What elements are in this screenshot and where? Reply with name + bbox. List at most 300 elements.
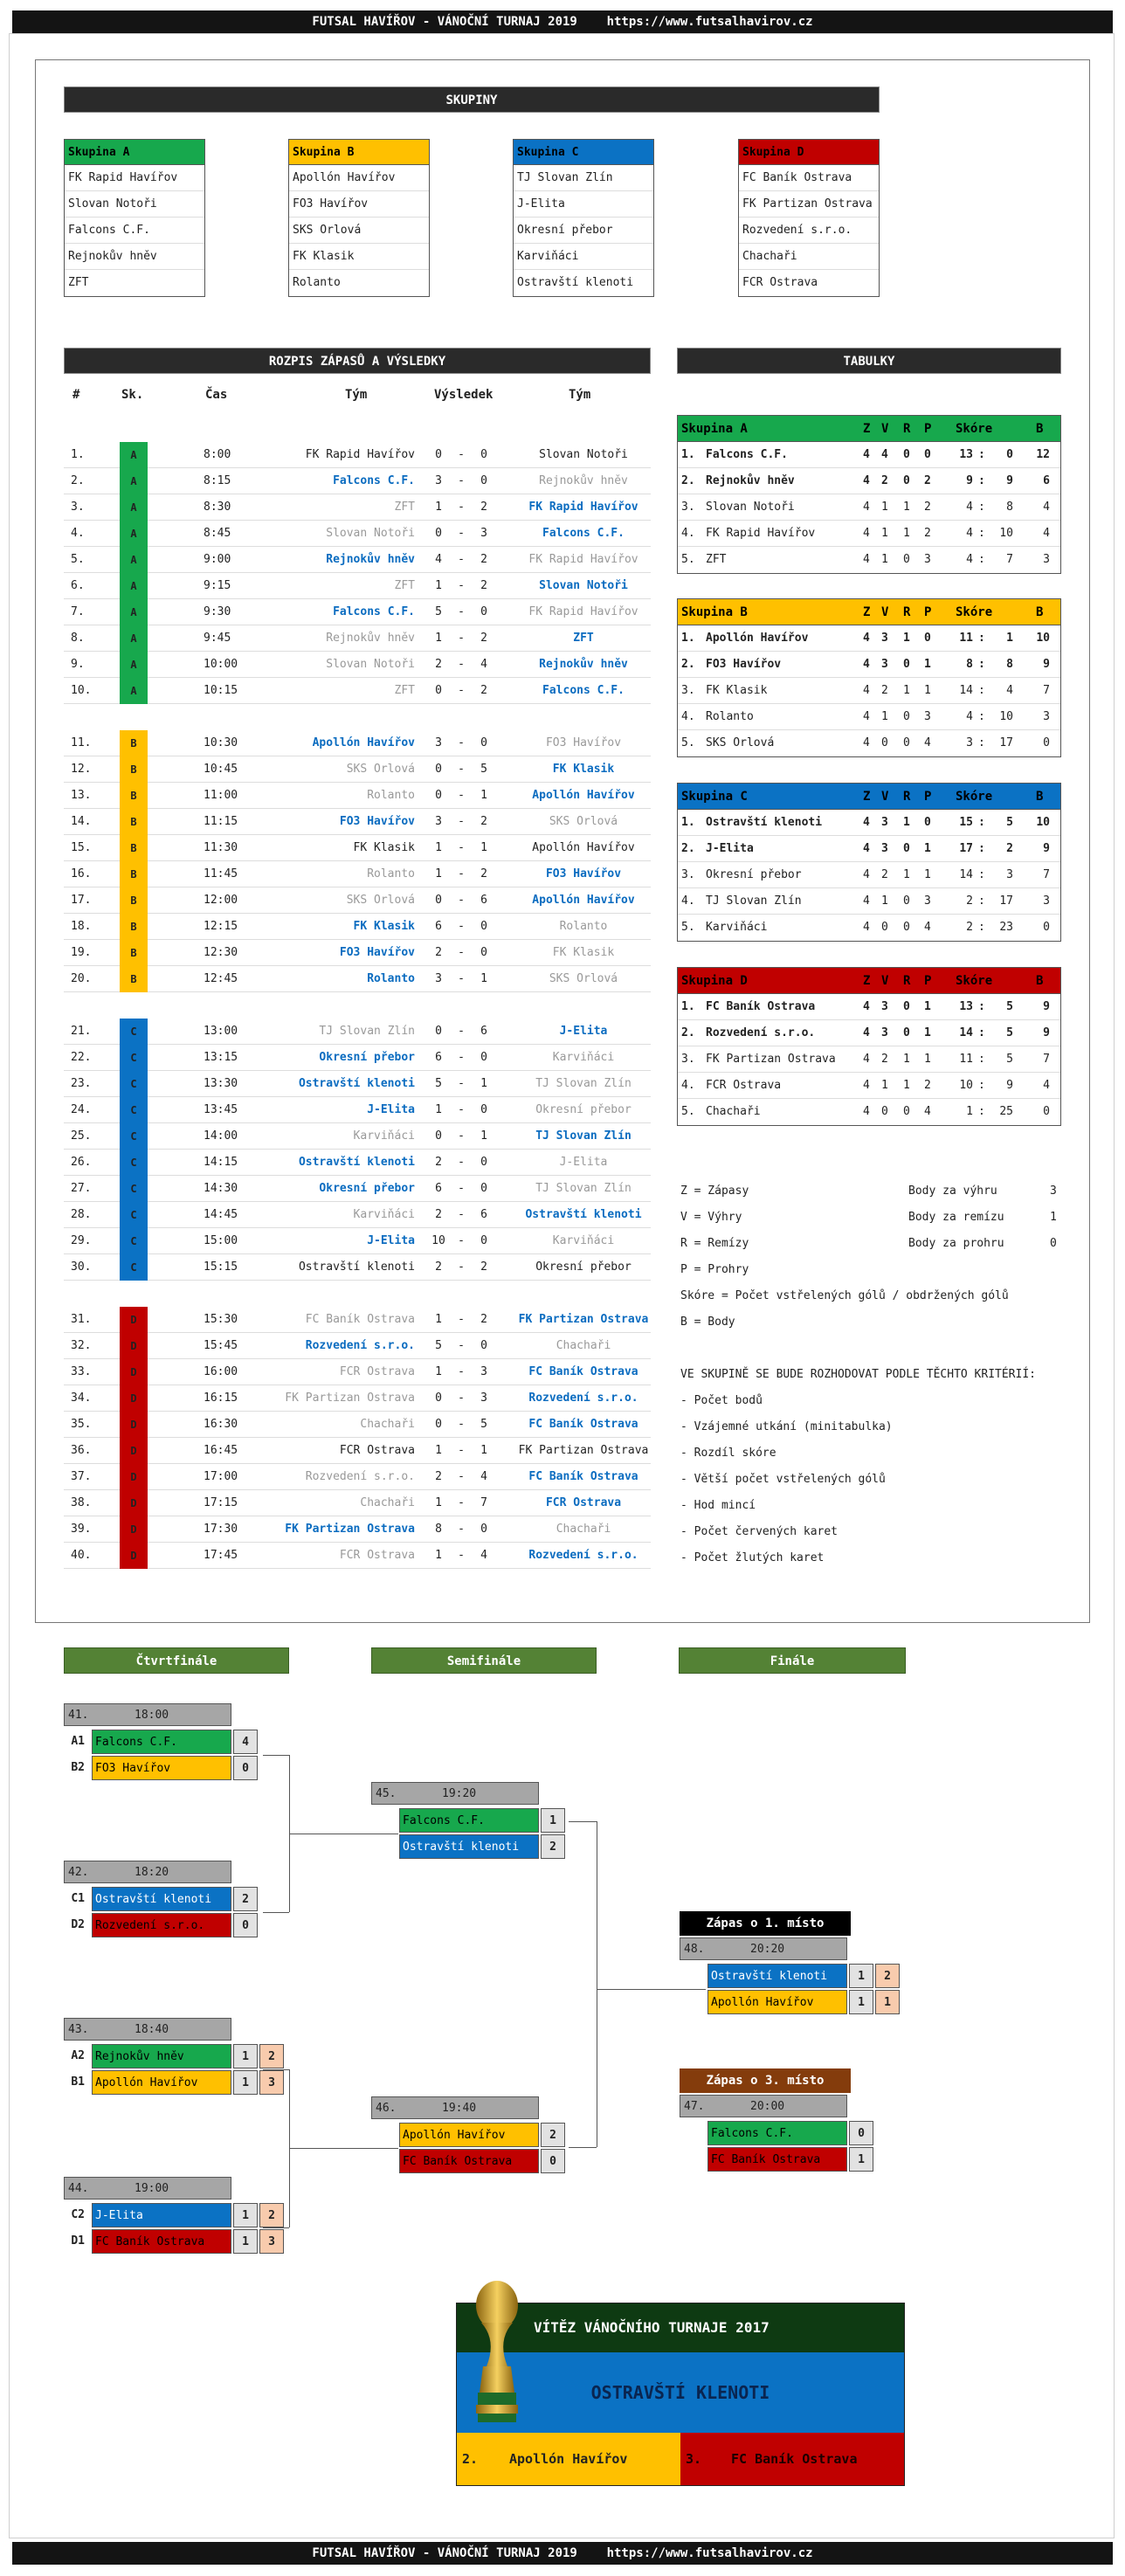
- legend-points-label: Body za výhru: [908, 1184, 997, 1198]
- bracket-team: Ostravští klenoti: [92, 1887, 231, 1911]
- bracket-score: 2: [233, 1887, 258, 1911]
- col-r: R: [903, 974, 911, 988]
- home-score: 0: [435, 448, 442, 461]
- stat-z: 4: [863, 894, 870, 908]
- group-badge: A: [120, 599, 148, 625]
- stat-z: 4: [863, 448, 870, 461]
- legend-points-value: 0: [1050, 1237, 1057, 1250]
- team-name: FCR Ostrava: [706, 1079, 782, 1092]
- standings-row: [678, 1046, 1060, 1073]
- home-score: 1: [435, 632, 442, 645]
- group-team: FK Klasik: [289, 244, 429, 270]
- group-header: Skupina D: [739, 140, 879, 165]
- match-row: [64, 1019, 651, 1045]
- match-number: 4.: [71, 527, 85, 540]
- group-header: Skupina A: [65, 140, 204, 165]
- stat-v: 1: [881, 1079, 888, 1092]
- stat-v: 2: [881, 1053, 888, 1066]
- match-row: [64, 887, 651, 914]
- standings-row: [678, 704, 1060, 730]
- goals-against: 5: [1006, 1026, 1013, 1039]
- bracket-score: 1: [233, 2203, 258, 2227]
- match-time: 8:45: [204, 527, 231, 540]
- group-box-c: [513, 139, 654, 297]
- position: 2.: [681, 842, 695, 855]
- stat-r: 0: [903, 474, 910, 487]
- home-team: FCR Ostrava: [339, 1365, 415, 1378]
- match-number: 9.: [71, 658, 85, 671]
- points: 4: [1043, 1079, 1050, 1092]
- legend-abbr: Z = Zápasy: [680, 1184, 749, 1198]
- away-team: Apollón Havířov: [532, 894, 635, 907]
- score-colon: :: [978, 501, 985, 514]
- second-team: Apollón Havířov: [509, 2451, 628, 2467]
- goals-for: 3: [966, 736, 973, 749]
- stat-v: 0: [881, 1105, 888, 1118]
- seed-label: B2: [71, 1761, 85, 1774]
- match-time: 19:40: [442, 2102, 477, 2115]
- match-time: 19:20: [442, 1787, 477, 1800]
- home-team: Slovan Notoři: [326, 658, 415, 671]
- away-score: 5: [480, 763, 487, 776]
- home-team: SKS Orlová: [346, 763, 415, 776]
- points: 9: [1043, 1000, 1050, 1013]
- away-score: 0: [480, 1103, 487, 1116]
- goals-for: 1: [966, 1105, 973, 1118]
- match-header: [64, 1703, 231, 1726]
- position: 4.: [681, 1079, 695, 1092]
- match-number: 6.: [71, 579, 85, 592]
- match-time: 17:45: [204, 1549, 238, 1562]
- goals-for: 14: [959, 868, 973, 881]
- goals-for: 11: [959, 632, 973, 645]
- goals-against: 2: [1006, 842, 1013, 855]
- match-time: 11:45: [204, 867, 238, 881]
- match-header: [680, 2095, 847, 2117]
- stat-p: 2: [924, 501, 931, 514]
- goals-for: 11: [959, 1053, 973, 1066]
- score-separator: -: [458, 1418, 465, 1431]
- legend-abbr: B = Body: [680, 1316, 735, 1329]
- stat-r: 1: [903, 501, 910, 514]
- away-score: 2: [480, 867, 487, 881]
- away-team: J-Elita: [559, 1156, 608, 1169]
- stat-p: 2: [924, 527, 931, 540]
- away-score: 1: [480, 1077, 487, 1090]
- standings-table-b: [677, 598, 1061, 757]
- position: 2.: [681, 1026, 695, 1039]
- standings-row: [678, 468, 1060, 494]
- match-time: 18:00: [135, 1709, 169, 1722]
- connector-line: [263, 2227, 289, 2228]
- match-row: [64, 494, 651, 521]
- stat-p: 2: [924, 474, 931, 487]
- stat-r: 0: [903, 710, 910, 723]
- score-colon: :: [978, 448, 985, 461]
- score-separator: -: [458, 1470, 465, 1483]
- home-score: 6: [435, 1051, 442, 1064]
- legend-abbr: P = Prohry: [680, 1263, 749, 1276]
- match-row: [64, 547, 651, 573]
- standings-row: [678, 836, 1060, 862]
- match-number: 16.: [71, 867, 92, 881]
- stat-v: 4: [881, 448, 888, 461]
- score-colon: :: [978, 553, 985, 566]
- match-number: 26.: [71, 1156, 92, 1169]
- goals-against: 1: [1006, 632, 1013, 645]
- score-colon: :: [978, 736, 985, 749]
- score-colon: :: [978, 632, 985, 645]
- home-team: J-Elita: [367, 1103, 415, 1116]
- team-name: Rejnokův hněv: [706, 474, 795, 487]
- home-team: FO3 Havířov: [339, 946, 415, 959]
- group-badge: B: [120, 966, 148, 992]
- goals-for: 2: [966, 921, 973, 934]
- score-colon: :: [978, 1053, 985, 1066]
- group-badge: D: [120, 1385, 148, 1412]
- stat-v: 1: [881, 527, 888, 540]
- stat-r: 1: [903, 632, 910, 645]
- stat-p: 0: [924, 816, 931, 829]
- seed-label: C1: [71, 1892, 85, 1905]
- goals-against: 17: [999, 736, 1013, 749]
- team-name: Slovan Notoři: [706, 501, 795, 514]
- goals-for: 14: [959, 684, 973, 697]
- stat-p: 4: [924, 1105, 931, 1118]
- score-colon: :: [978, 1105, 985, 1118]
- home-score: 0: [435, 894, 442, 907]
- goals-against: 3: [1006, 868, 1013, 881]
- group-badge: A: [120, 521, 148, 547]
- home-team: FK Klasik: [353, 920, 415, 933]
- standings-row: [678, 915, 1060, 941]
- away-team: Chachaři: [556, 1523, 611, 1536]
- col-p: P: [924, 790, 932, 804]
- away-team: FK Rapid Havířov: [528, 605, 638, 618]
- seed-label: A1: [71, 1735, 85, 1748]
- position: 5.: [681, 921, 695, 934]
- score-separator: -: [458, 553, 465, 566]
- stat-r: 1: [903, 1053, 910, 1066]
- score-colon: :: [978, 1026, 985, 1039]
- penalty-score: 2: [259, 2203, 284, 2227]
- away-score: 0: [480, 1156, 487, 1169]
- standings-row: [678, 730, 1060, 756]
- col-b: B: [1036, 422, 1044, 436]
- position: 5.: [681, 1105, 695, 1118]
- stat-z: 4: [863, 921, 870, 934]
- stat-z: 4: [863, 1079, 870, 1092]
- stat-p: 0: [924, 632, 931, 645]
- match-number: 2.: [71, 474, 85, 487]
- stat-r: 1: [903, 816, 910, 829]
- penalty-score: 3: [259, 2070, 284, 2095]
- group-box-d: [738, 139, 880, 297]
- away-team: Okresní přebor: [535, 1103, 632, 1116]
- goals-for: 15: [959, 816, 973, 829]
- stat-p: 1: [924, 868, 931, 881]
- stat-p: 4: [924, 921, 931, 934]
- goals-for: 4: [966, 553, 973, 566]
- match-number: 36.: [71, 1444, 92, 1457]
- points: 12: [1036, 448, 1050, 461]
- home-score: 5: [435, 1339, 442, 1352]
- bracket-team: Ostravští klenoti: [399, 1834, 539, 1859]
- match-row: [64, 521, 651, 547]
- position: 3.: [681, 1053, 695, 1066]
- points: 9: [1043, 658, 1050, 671]
- col-result: Výsledek: [434, 388, 493, 402]
- match-number: 7.: [71, 605, 85, 618]
- points: 0: [1043, 736, 1050, 749]
- score-separator: -: [458, 1339, 465, 1352]
- home-team: Okresní přebor: [319, 1051, 415, 1064]
- match-number: 47.: [684, 2100, 705, 2113]
- position: 4.: [681, 894, 695, 908]
- home-team: Rolanto: [367, 789, 415, 802]
- score-separator: -: [458, 1444, 465, 1457]
- stat-p: 0: [924, 448, 931, 461]
- standings-row: [678, 810, 1060, 836]
- home-team: Chachaři: [360, 1496, 415, 1509]
- score-separator: -: [458, 1051, 465, 1064]
- goals-for: 4: [966, 501, 973, 514]
- stat-z: 4: [863, 736, 870, 749]
- home-score: 0: [435, 1025, 442, 1038]
- third-team: FC Baník Ostrava: [731, 2451, 858, 2467]
- winner-title: VÍTĚZ VÁNOČNÍHO TURNAJE 2017: [457, 2303, 904, 2352]
- points: 0: [1043, 1105, 1050, 1118]
- stat-v: 0: [881, 736, 888, 749]
- group-badge: C: [120, 1254, 148, 1281]
- points: 4: [1043, 501, 1050, 514]
- team-name: Ostravští klenoti: [706, 816, 823, 829]
- bottom-banner: FUTSAL HAVÍŘOV - VÁNOČNÍ TURNAJ 2019 https://www.futsalhavirov.cz: [12, 2542, 1113, 2565]
- away-score: 0: [480, 605, 487, 618]
- home-score: 2: [435, 1470, 442, 1483]
- standings-row: [678, 547, 1060, 573]
- home-team: FK Klasik: [353, 841, 415, 854]
- away-team: Rejnokův hněv: [539, 474, 628, 487]
- group-box-b: [288, 139, 430, 297]
- home-score: 5: [435, 1077, 442, 1090]
- match-row: [64, 468, 651, 494]
- criteria-item: - Rozdíl skóre: [680, 1447, 776, 1460]
- bracket-team: Ostravští klenoti: [707, 1964, 847, 1988]
- match-time: 11:30: [204, 841, 238, 854]
- home-score: 6: [435, 1182, 442, 1195]
- schedule-header: [64, 384, 651, 407]
- away-score: 4: [480, 1549, 487, 1562]
- home-team: Rolanto: [367, 972, 415, 985]
- match-row: [64, 625, 651, 652]
- group-badge: A: [120, 547, 148, 573]
- stat-r: 0: [903, 448, 910, 461]
- stat-z: 4: [863, 1000, 870, 1013]
- match-number: 28.: [71, 1208, 92, 1221]
- goals-for: 13: [959, 448, 973, 461]
- group-badge: D: [120, 1333, 148, 1359]
- home-team: Rejnokův hněv: [326, 632, 415, 645]
- bracket-team: Falcons C.F.: [92, 1730, 231, 1754]
- bracket-score: 1: [233, 2070, 258, 2095]
- team-name: FK Rapid Havířov: [706, 527, 816, 540]
- match-time: 17:30: [204, 1523, 238, 1536]
- bracket-score: 1: [233, 2044, 258, 2068]
- match-time: 8:00: [204, 448, 231, 461]
- match-time: 13:15: [204, 1051, 238, 1064]
- criteria-item: - Počet bodů: [680, 1394, 763, 1407]
- score-separator: -: [458, 920, 465, 933]
- team-name: Karviňáci: [706, 921, 768, 934]
- position: 4.: [681, 527, 695, 540]
- home-score: 2: [435, 1260, 442, 1274]
- match-row: [64, 442, 651, 468]
- match-number: 19.: [71, 946, 92, 959]
- match-time: 15:00: [204, 1234, 238, 1247]
- group-badge: D: [120, 1516, 148, 1543]
- match-number: 3.: [71, 501, 85, 514]
- match-time: 10:15: [204, 684, 238, 697]
- home-team: FK Rapid Havířov: [305, 448, 415, 461]
- home-team: Apollón Havířov: [312, 736, 415, 749]
- points: 7: [1043, 1053, 1050, 1066]
- home-score: 1: [435, 867, 442, 881]
- group-header: Skupina C: [514, 140, 653, 165]
- stat-z: 4: [863, 816, 870, 829]
- match-time: 9:00: [204, 553, 231, 566]
- goals-for: 10: [959, 1079, 973, 1092]
- match-row: [64, 783, 651, 809]
- score-separator: -: [458, 1313, 465, 1326]
- home-score: 0: [435, 763, 442, 776]
- stat-z: 4: [863, 1053, 870, 1066]
- group-badge: B: [120, 783, 148, 809]
- away-team: Rozvedení s.r.o.: [528, 1549, 638, 1562]
- seed-label: C2: [71, 2208, 85, 2221]
- champion-name: OSTRAVŠTÍ KLENOTI: [457, 2352, 904, 2433]
- stat-v: 2: [881, 684, 888, 697]
- match-time: 11:00: [204, 789, 238, 802]
- col-b: B: [1036, 790, 1044, 804]
- goals-against: 5: [1006, 816, 1013, 829]
- position: 1.: [681, 448, 695, 461]
- goals-for: 9: [966, 474, 973, 487]
- match-row: [64, 1385, 651, 1412]
- away-score: 1: [480, 972, 487, 985]
- home-score: 1: [435, 1365, 442, 1378]
- group-team: Rejnokův hněv: [65, 244, 204, 270]
- match-time: 12:15: [204, 920, 238, 933]
- stat-r: 0: [903, 842, 910, 855]
- score-separator: -: [458, 867, 465, 881]
- score-colon: :: [978, 894, 985, 908]
- home-score: 3: [435, 815, 442, 828]
- match-time: 18:40: [135, 2023, 169, 2036]
- group-badge: C: [120, 1150, 148, 1176]
- home-score: 1: [435, 1313, 442, 1326]
- score-separator: -: [458, 1129, 465, 1143]
- standings-title: Skupina B: [681, 605, 748, 619]
- stat-r: 1: [903, 1079, 910, 1092]
- home-team: Ostravští klenoti: [298, 1260, 415, 1274]
- standings-header: [678, 968, 1060, 994]
- match-row: [64, 730, 651, 756]
- group-header: Skupina B: [289, 140, 429, 165]
- points: 4: [1043, 527, 1050, 540]
- stat-v: 3: [881, 632, 888, 645]
- col-score: Skóre: [956, 422, 993, 436]
- match-row: [64, 599, 651, 625]
- home-team: FO3 Havířov: [339, 815, 415, 828]
- match-number: 45.: [376, 1787, 397, 1800]
- team-name: ZFT: [706, 553, 727, 566]
- group-badge: A: [120, 678, 148, 704]
- criteria-title: VE SKUPINĚ SE BUDE ROZHODOVAT PODLE TĚCHTO KRITÉRIÍ:: [680, 1368, 1036, 1381]
- criteria-item: - Počet žlutých karet: [680, 1551, 825, 1564]
- col-v: V: [881, 974, 889, 988]
- away-team: Rolanto: [559, 920, 608, 933]
- group-team: J-Elita: [514, 191, 653, 218]
- bracket-score: 1: [849, 1990, 873, 2014]
- away-score: 2: [480, 684, 487, 697]
- group-badge: B: [120, 835, 148, 861]
- position: 2.: [681, 658, 695, 671]
- match-number: 32.: [71, 1339, 92, 1352]
- match-row: [64, 1071, 651, 1097]
- stat-z: 4: [863, 868, 870, 881]
- away-team: SKS Orlová: [549, 972, 618, 985]
- away-score: 2: [480, 501, 487, 514]
- standings-row: [678, 625, 1060, 652]
- away-team: Rejnokův hněv: [539, 658, 628, 671]
- away-team: Chachaři: [556, 1339, 611, 1352]
- standings-row: [678, 862, 1060, 888]
- schedule-heading: ROZPIS ZÁPASŮ A VÝSLEDKY: [64, 348, 651, 374]
- goals-against: 17: [999, 894, 1013, 908]
- stat-v: 3: [881, 1000, 888, 1013]
- second-pos: 2.: [462, 2451, 479, 2467]
- team-name: TJ Slovan Zlín: [706, 894, 802, 908]
- match-row: [64, 1202, 651, 1228]
- team-name: FK Partizan Ostrava: [706, 1053, 836, 1066]
- group-badge: C: [120, 1097, 148, 1123]
- goals-against: 9: [1006, 474, 1013, 487]
- group-team: Okresní přebor: [514, 218, 653, 244]
- home-score: 2: [435, 1208, 442, 1221]
- match-row: [64, 809, 651, 835]
- stat-z: 4: [863, 658, 870, 671]
- match-row: [64, 1254, 651, 1281]
- stat-v: 3: [881, 1026, 888, 1039]
- col-z: Z: [863, 974, 871, 988]
- away-team: Karviňáci: [552, 1234, 615, 1247]
- legend-points-label: Body za prohru: [908, 1237, 1004, 1250]
- match-time: 16:15: [204, 1392, 238, 1405]
- away-score: 1: [480, 789, 487, 802]
- group-badge: B: [120, 914, 148, 940]
- standings-row: [678, 652, 1060, 678]
- bracket-score: 2: [541, 2123, 565, 2147]
- home-score: 0: [435, 1418, 442, 1431]
- stat-r: 0: [903, 736, 910, 749]
- criteria-item: - Počet červených karet: [680, 1525, 839, 1538]
- bracket-team: Apollón Havířov: [92, 2070, 231, 2095]
- goals-against: 23: [999, 921, 1013, 934]
- home-score: 2: [435, 1156, 442, 1169]
- match-row: [64, 1438, 651, 1464]
- match-number: 29.: [71, 1234, 92, 1247]
